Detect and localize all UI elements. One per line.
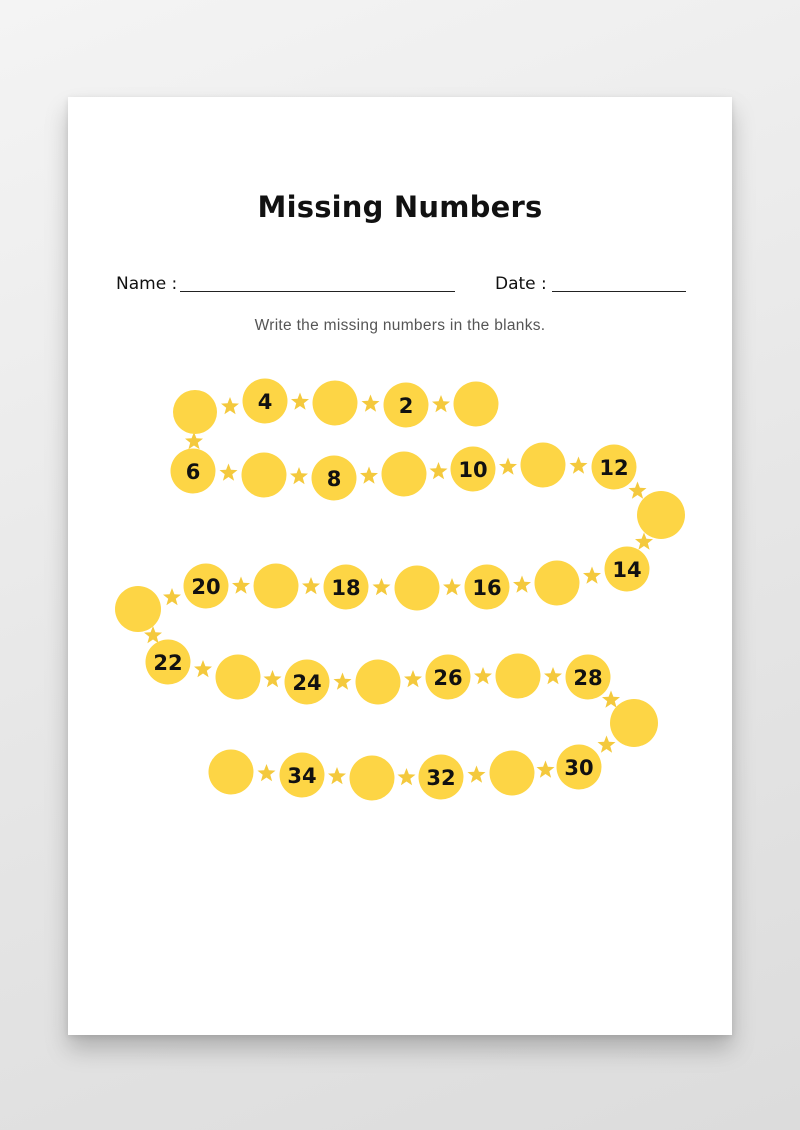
number-label: 26 <box>433 666 463 690</box>
connector-star <box>220 464 238 481</box>
blank-circle[interactable] <box>350 756 395 801</box>
number-label: 30 <box>564 756 594 780</box>
connector-star <box>291 393 309 410</box>
page-title: Missing Numbers <box>257 190 543 224</box>
connector-star <box>290 467 308 484</box>
connector-star <box>360 467 378 484</box>
connector-star <box>629 482 647 499</box>
connector-star <box>430 462 448 479</box>
blank-circle[interactable] <box>209 750 254 795</box>
connector-star <box>583 567 601 584</box>
blank-circle[interactable] <box>496 654 541 699</box>
number-label: 34 <box>287 764 317 788</box>
blank-circle[interactable] <box>115 586 161 632</box>
blank-circle[interactable] <box>395 566 440 611</box>
connector-star <box>513 576 531 593</box>
blank-circle[interactable] <box>454 382 499 427</box>
connector-star <box>570 457 588 474</box>
connector-star <box>499 458 517 475</box>
blank-circle[interactable] <box>382 452 427 497</box>
number-label: 22 <box>153 651 183 675</box>
blank-circle[interactable] <box>535 561 580 606</box>
connector-star <box>404 670 422 687</box>
number-label: 2 <box>398 394 414 418</box>
number-label: 10 <box>458 458 488 482</box>
connector-star <box>398 768 416 785</box>
date-label: Date : <box>495 274 547 294</box>
connector-star <box>474 667 492 684</box>
number-label: 18 <box>331 576 361 600</box>
blank-circle[interactable] <box>356 660 401 705</box>
connector-star <box>362 395 380 412</box>
number-label: 14 <box>612 558 642 582</box>
name-label: Name : <box>116 274 178 294</box>
number-label: 16 <box>472 576 502 600</box>
connector-star <box>468 766 486 783</box>
connector-star <box>328 767 346 784</box>
connector-star <box>163 588 181 605</box>
blank-circle[interactable] <box>254 564 299 609</box>
connector-star <box>537 761 555 778</box>
connector-star <box>302 577 320 594</box>
number-label: 24 <box>292 671 322 695</box>
connector-star <box>258 764 276 781</box>
connector-star <box>602 691 620 708</box>
connector-star <box>194 660 212 677</box>
instruction-text: Write the missing numbers in the blanks. <box>254 317 546 334</box>
number-label: 12 <box>599 456 629 480</box>
number-label: 6 <box>185 460 201 484</box>
blank-circle[interactable] <box>521 443 566 488</box>
blank-circle[interactable] <box>637 491 685 539</box>
number-circles <box>115 379 685 801</box>
blank-circle[interactable] <box>313 381 358 426</box>
number-label: 32 <box>426 766 456 790</box>
connector-star <box>185 432 203 449</box>
blank-circle[interactable] <box>610 699 658 747</box>
blank-circle[interactable] <box>173 390 217 434</box>
blank-circle[interactable] <box>242 453 287 498</box>
blank-circle[interactable] <box>490 751 535 796</box>
connector-star <box>443 578 461 595</box>
connector-star <box>432 395 450 412</box>
connector-star <box>598 736 616 753</box>
number-label: 28 <box>573 666 603 690</box>
connector-star <box>373 578 391 595</box>
connector-star <box>334 673 352 690</box>
number-label: 20 <box>191 575 221 599</box>
connector-star <box>264 670 282 687</box>
connector-star <box>544 667 562 684</box>
blank-circle[interactable] <box>216 655 261 700</box>
number-label: 4 <box>257 390 273 414</box>
number-label: 8 <box>326 467 342 491</box>
connector-star <box>221 397 239 414</box>
connector-star <box>232 577 250 594</box>
